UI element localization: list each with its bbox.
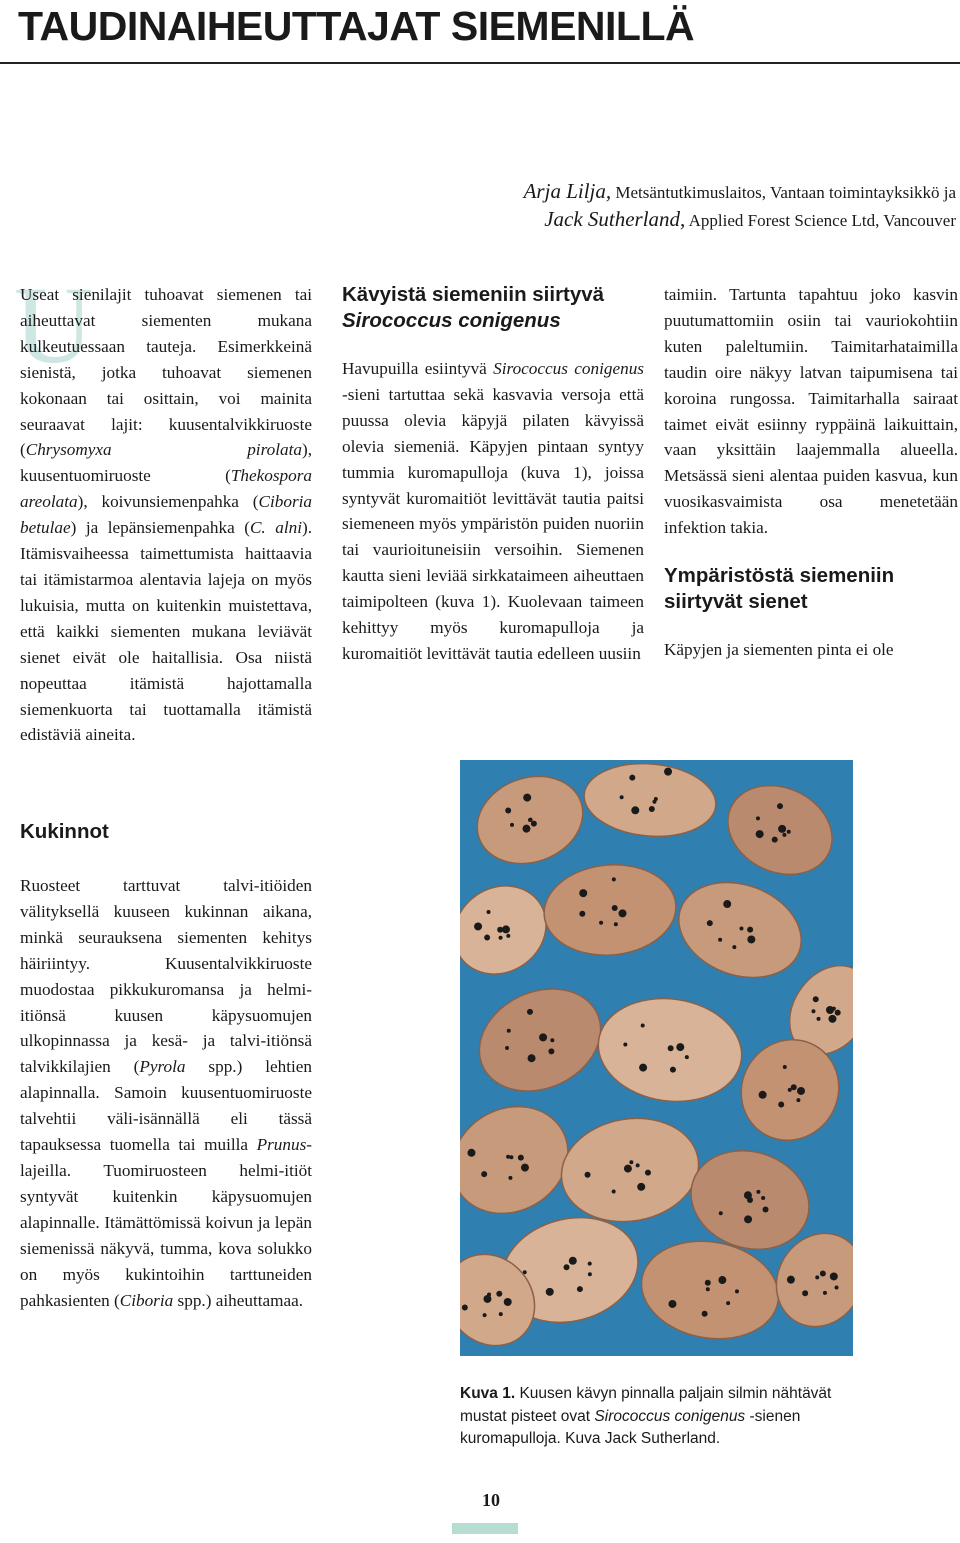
pycnidium-spot (505, 807, 511, 813)
sirococcus-paragraph (342, 356, 644, 723)
pycnidium-spot (548, 1048, 554, 1054)
pycnidium-spot (702, 1311, 708, 1317)
pycnidium-spot (747, 927, 753, 933)
kukinnot-paragraph (20, 873, 312, 1313)
figure-caption (460, 1383, 860, 1451)
author-name: Arja Lilja, (523, 179, 612, 203)
pycnidium-spot (507, 1029, 511, 1033)
pycnidium-spot (546, 1288, 554, 1296)
pycnidium-spot (585, 1172, 591, 1178)
pycnidium-spot (550, 1038, 554, 1042)
environment-paragraph: Käpyjen ja siementen pinta ei ole (664, 640, 894, 660)
pycnidium-spot (637, 1183, 645, 1191)
pycnidium-spot (756, 1190, 760, 1194)
pycnidium-spot (502, 925, 510, 933)
pycnidium-spot (462, 1304, 468, 1310)
pycnidium-spot (820, 1271, 826, 1277)
pycnidium-spot (796, 1098, 800, 1102)
pycnidium-spot (636, 1163, 640, 1167)
pycnidium-spot (718, 1276, 726, 1284)
pycnidium-spot (577, 1286, 583, 1292)
pycnidium-spot (614, 922, 618, 926)
pycnidium-spot (487, 1292, 491, 1296)
text-run: Useat sienilajit tuhoavat siemenen tai aiheuttavat siementen mukana kulkeutuessaan tauteja. Esimerkkeinä sienistä, jotka tuhoavat siemenen kokonaan tai osittain, voi mainita seuraavat lajit: kuusentalvikkiruoste ( (20, 285, 312, 460)
genus-name: Ciboria (119, 1290, 174, 1310)
pycnidium-spot (685, 1055, 689, 1059)
pycnidium-spot (612, 905, 618, 911)
pycnidium-spot (588, 1272, 592, 1276)
pycnidium-spot (564, 1264, 570, 1270)
pycnidium-spot (521, 1164, 529, 1172)
pycnidium-spot (523, 794, 531, 802)
pycnidium-spot (506, 934, 510, 938)
pycnidium-spot (474, 922, 482, 930)
pycnidium-spot (518, 1155, 524, 1161)
pycnidium-spot (705, 1280, 711, 1286)
pycnidium-spot (631, 806, 639, 814)
pycnidium-spot (788, 1088, 792, 1092)
pycnidium-spot (735, 1289, 739, 1293)
intro-column (14, 264, 313, 748)
page-title: TAUDINAIHEUTTAJAT SIEMENILLÄ (18, 3, 695, 49)
pycnidium-spot (531, 821, 537, 827)
heading-line: Kävyistä siemeniin siirtyvä (342, 283, 605, 306)
pycnidium-spot (467, 1149, 475, 1157)
pycnidium-spot (639, 1064, 647, 1072)
species-name: Sirococcus conigenus (493, 359, 644, 378)
pycnidium-spot (759, 1091, 767, 1099)
pycnidium-spot (508, 1176, 512, 1180)
pycnidium-spot (778, 825, 786, 833)
pycnidium-spot (664, 768, 672, 776)
species-name: Thekospora areolata (20, 466, 312, 512)
section-heading-sirococcus (342, 282, 644, 334)
pycnidium-spot (676, 1043, 684, 1051)
spruce-cone-illustration (460, 760, 853, 1356)
pycnidium-spot (588, 1262, 592, 1266)
pycnidium-spot (619, 909, 627, 917)
author-line-2 (524, 206, 956, 234)
caption-label: Kuva 1. (460, 1385, 516, 1402)
pycnidium-spot (481, 1171, 487, 1177)
sirococcus-column (342, 282, 644, 723)
text-run: -lajeilla. Tuomiruosteen helmi-itiöt syntyvät kuitenkin käpysuomujen alapinnalle. Itämättömissä koivun ja lepän siemenissä näkyvä, tumma, kova solukko on myös kukintoihin tarttuneiden pahkasienten ( (20, 1135, 312, 1310)
pycnidium-spot (487, 910, 491, 914)
pycnidium-spot (707, 920, 713, 926)
author-line-1 (524, 178, 956, 206)
pycnidium-spot (747, 935, 755, 943)
caption-species: Sirococcus conigenus (594, 1407, 746, 1425)
pycnidium-spot (706, 1287, 710, 1291)
pycnidium-spot (654, 797, 658, 801)
pycnidium-spot (787, 830, 791, 834)
pycnidium-spot (756, 830, 764, 838)
pycnidium-spot (645, 1170, 651, 1176)
figure-photo (460, 760, 853, 1356)
pycnidium-spot (732, 945, 736, 949)
pycnidium-spot (612, 1189, 616, 1193)
genus-name: Prunus (256, 1135, 307, 1155)
pycnidium-spot (828, 1015, 836, 1023)
pycnidium-spot (787, 1276, 795, 1284)
pycnidium-spot (522, 825, 530, 833)
pycnidium-spot (527, 1009, 533, 1015)
pycnidium-spot (718, 938, 722, 942)
pycnidium-spot (612, 877, 616, 881)
pycnidium-spot (761, 1196, 765, 1200)
pycnidium-spot (510, 823, 514, 827)
pycnidium-spot (579, 889, 587, 897)
pycnidium-spot (782, 833, 786, 837)
pycnidium-spot (668, 1300, 676, 1308)
pycnidium-spot (719, 1211, 723, 1215)
pycnidium-spot (835, 1286, 839, 1290)
pycnidium-spot (623, 1042, 627, 1046)
text-run: Havupuilla esiintyvä (342, 359, 494, 378)
species-name: C. alni (249, 518, 302, 538)
pycnidium-spot (823, 1291, 827, 1295)
continuation-column (664, 282, 958, 663)
pycnidium-spot (504, 1298, 512, 1306)
text-run: ), kuusentuomiruoste ( (20, 440, 312, 486)
author-name: Jack Sutherland, (544, 207, 686, 231)
species-name: Ciboria betulae (20, 492, 312, 538)
pycnidium-spot (815, 1275, 819, 1279)
pycnidium-spot (670, 1067, 676, 1073)
text-run: spp.) lehtien alapinnalla. Samoin kuusentuomiruoste talvehtii väli-isännällä eli tässä tapauksessa tuomella tai muilla (20, 1057, 312, 1155)
pycnidium-spot (505, 1046, 509, 1050)
heading-line: Sirococcus conigenus (342, 309, 561, 332)
heading-line: Ympäristöstä siemeniin (664, 564, 895, 588)
pycnidium-spot (763, 1206, 769, 1212)
pycnidium-spot (783, 1065, 787, 1069)
drop-cap: U (14, 264, 94, 386)
pycnidium-spot (668, 1045, 674, 1051)
pycnidium-spot (496, 1291, 502, 1297)
text-run: ). Itämisvaiheessa taimettumista haittaavia tai itämistarmoa alentavia lajeja on myös lukuisia, mutta on kuitenkin muistettava, että kaikki siementen mukana leviävät sienet eivät ole haitallisia. Osa niistä nopeuttaa itämistä hajottamalla siemenkuorta tai tuottamalla itämistä edistäviä aineita. (20, 518, 313, 745)
pycnidium-spot (744, 1215, 752, 1223)
pycnidium-spot (579, 911, 585, 917)
authors-block (524, 178, 956, 234)
caption-text: Kuusen kävyn pinnalla paljain silmin nähtävät mustat pisteet ovat (460, 1385, 832, 1425)
kukinnot-column (20, 819, 312, 1313)
section-heading-environment (664, 563, 958, 615)
species-name: Chrysomyxa pirolata (25, 440, 302, 460)
pycnidium-spot (599, 921, 603, 925)
text-run: ), koivunsiemenpahka ( (77, 492, 259, 512)
pycnidium-spot (629, 1160, 633, 1164)
text-run: ) ja lepänsiemenpahka ( (70, 518, 250, 538)
pycnidium-spot (802, 1290, 808, 1296)
pycnidium-spot (797, 1087, 805, 1095)
pycnidium-spot (641, 1024, 645, 1028)
pycnidium-spot (539, 1033, 547, 1041)
page-number-bar (452, 1523, 518, 1534)
text-run: spp.) aiheuttamaa. (173, 1290, 304, 1310)
genus-name: Pyrola (139, 1057, 186, 1077)
pycnidium-spot (739, 926, 743, 930)
pycnidium-spot (726, 1301, 730, 1305)
pycnidium-spot (649, 806, 655, 812)
pycnidium-spot (484, 935, 490, 941)
pycnidium-spot (723, 900, 731, 908)
author-affiliation: Applied Forest Science Ltd, Vancouver (685, 211, 956, 230)
pycnidium-spot (624, 1165, 632, 1173)
text-run: -sieni tartuttaa sekä kasvavia versoja että puussa olevia käpyjä pilaten kävyissä olevia siemeniä. Käpyjen pintaan syntyy tummia kuromapulloja (kuva 1), joissa syntyvät kuromaitiöt levittävät tautia paitsi siemeneen myös ympäristön puiden nuoriin tai vaurioituneisiin versoihin. Siemenen kautta sieni leviää sirkkataimeen aiheuttaen taimipolteen (kuva 1). Kuolevaan taimeen kehittyy myös kuromapulloja ja kuromaitiöt levittävät tautia edelleen uusiin (342, 384, 644, 663)
pycnidium-spot (772, 837, 778, 843)
text-run: Ruosteet tarttuvat talvi-itiöiden välityksellä kuuseen kukinnan aikana, minkä seurauksena siementen kehitys häiriintyy. Kuusentalvikkiruoste muodostaa pikkukuromansa ja helmi-itiönsä kuusen käpysuomujen ulkopinnassa ja kesä- ja talvi-itiönsä talvikkilajien ( (20, 876, 312, 1077)
page-number: 10 (482, 1490, 500, 1510)
sirococcus-paragraph-continued: taimiin. Tartunta tapahtuu joko kasvin puutumattomiin osiin tai vauriokohtiin kuten paleltumiin. Taimitarhataimilla taudin oire näkyy latvan taipumisena tai koroina rungossa. Taimitarhalla sairaat taimet eivät esiinny ryppäinä laikuittain, vaan yksittäin laajemmalla alueella. Metsässä sieni alentaa puiden kasvua, kun vuosikasvaimista osa menetetään infektion takia. (664, 285, 958, 538)
pycnidium-spot (777, 803, 783, 809)
intro-paragraph (20, 282, 312, 748)
pycnidium-spot (529, 818, 533, 822)
pycnidium-spot (620, 795, 624, 799)
pycnidium-spot (778, 1102, 784, 1108)
heading-line: siirtyvät sienet (664, 590, 808, 614)
pycnidium-spot (835, 1010, 841, 1016)
pycnidium-spot (483, 1313, 487, 1317)
pycnidium-spot (744, 1191, 752, 1199)
caption-text: -sienen kuromapulloja. Kuva Jack Sutherland. (460, 1407, 801, 1447)
pycnidium-spot (528, 1054, 536, 1062)
pycnidium-spot (499, 1312, 503, 1316)
pycnidium-spot (811, 1009, 815, 1013)
author-affiliation: Metsäntutkimuslaitos, Vantaan toimintayksikkö ja (611, 183, 956, 202)
pycnidium-spot (629, 775, 635, 781)
title-rule (0, 62, 960, 64)
pycnidium-spot (830, 1272, 838, 1280)
pycnidium-spot (506, 1155, 510, 1159)
pycnidium-spot (756, 816, 760, 820)
pycnidium-spot (813, 996, 819, 1002)
pycnidium-spot (569, 1257, 577, 1265)
section-heading-kukinnot: Kukinnot (20, 820, 109, 843)
pycnidium-spot (499, 936, 503, 940)
pycnidium-spot (817, 1017, 821, 1021)
pycnidium-spot (483, 1295, 491, 1303)
pycnidium-spot (832, 1007, 836, 1011)
